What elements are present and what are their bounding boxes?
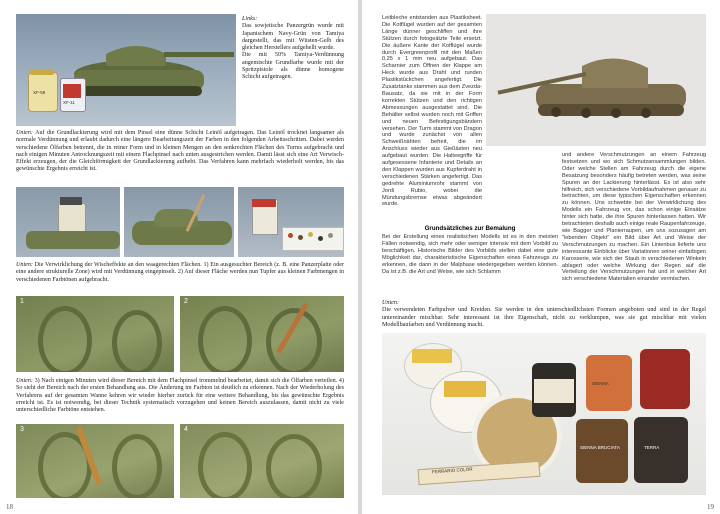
caption-pigments — [382, 300, 706, 329]
right-page — [362, 0, 720, 514]
thinner-bottle-photo — [16, 187, 120, 257]
step-photo-2 — [180, 296, 344, 372]
section-heading: Grundsätzliches zur Bemalung — [424, 225, 516, 232]
caption-lower-text: 3) Nach einigen Minuten wird dieser Bereich mit dem Flachpinsel trommelnd bearbeitet, damit sich die Ölfarben verteilen. 4) So sieht der Bereich nach der ersten Behandlung aus. Die Änderung im Farbton ist deutlich zu erkennen. Nach der Wiederholung des Verfahrens auf der gesamten Wanne kehren wir wieder hierher zurück für eine weitere Behandlung, bis das gewünschte Ergebnis erreicht ist. Es ist notwendig, bei dieser Technik systematisch vorzugehen und keinen Bereich auszulassen, damit nicht zu viele unterschiedliche Farbtöne entstehen. — [16, 378, 344, 414]
caption-lower-lead: Unten: — [16, 378, 33, 384]
caption-middle-text: Die Verwirklichung der Wischeffekte an den waagerechten Flächen. 1) Ein ausgesuchter Bereich (z. B. eine Panzerplatte oder eine andere strukturelle Zone) wird mit Verdünnung eingepinselt. 2) Auf dieser Fläche werden nun Tupfer aus kleinen Farbmengen in verschiedenen Farbtönen aufgebracht. — [16, 262, 344, 283]
caption-below-text: Auf die Grundlackierung wird mit dem Pinsel eine dünne Schicht Leinöl aufgetragen. Das Leinöl trocknet langsamer als normale Verdünnung und erlaubt dadurch eine längere Bearbeitungszeit der Farben in den folgenden Arbeitsschritten. Dabei werden verschiedene Ölfarben betrennt, die in reiner Form und in kleinen Mengen an den senkrechten Flächen des Turms aufgebracht und nach einigen Minuten Antrocknungszeit mit einem Flachpinsel nach unten ausgestrichen werden. Damit lässt sich eine Art Verwisch-Effekt erzeugen, der die Gleichförmigkeit der Grundlackierung aufhebt. Das Verfahren kann mehrfach wiederholt werden, bis das gewünschte Ergebnis erreicht ist. — [16, 130, 345, 173]
column1-text: Leitbleche entstanden aus Plastiksheet. Die Kotflügel wurden auf der gesamten Länge dünner geschliffen und ihre Stützen durch fotogeätzte Teile ersetzt. Die äußere Kante der Kotflügel wurde durch Evergreenprofil mit den Maßen 0,25 x 1 mm neu aufgebaut. Das Scharnier zum Öffnen der Klappe am Heck wurde aus Draht und runden Plastikstückchen angefertigt. Die Zusatztanks stammen aus dem Zvezda-Bausatz, da sie mit in der Form korrekten Stützen und den richtigen Abmessungen ausgestattet sind. Die Behälter selbst wurden noch mit Griffen und neuen Befestigungsbändern versehen. Der Turm stammt von Dragon und wurde zunächst von allen Schweißnähten befreit, die im Anschluss wieder aus Gießästen neu aufgebaut wurden. Die Halteegriffe für aufgesessene Infanterie und Details an den Klappen wurden aus Kupferdraht in verschiedenen Stärken angefertigt. Das gedrehte Aluminiumrohr stammt von Jordi Rubio, wobei die Mündungsbremse etwas abgeändert wurde. — [382, 15, 482, 208]
top-caption — [242, 16, 344, 82]
tank-model-illustration — [486, 14, 706, 146]
step-photo-4 — [180, 424, 344, 498]
top-caption-text2: Die mit 50% Tamiya-Verdünnung angemischte Grundfarbe wurde mit der Spritzpistole als dünne homogene Schicht aufgetragen. — [242, 52, 344, 81]
caption-lower — [16, 378, 344, 414]
step-photo-1 — [16, 296, 174, 372]
brush-on-turret-photo — [124, 187, 234, 257]
photo-number-4: 4 — [184, 426, 188, 433]
photo-number-2: 2 — [184, 298, 188, 305]
jar-label-sienna-bruciata: SIENNA BRUCIATA — [580, 445, 620, 450]
crayon-label: FERRARIO COLOR — [431, 466, 473, 475]
jar-label-1: XF-59 — [33, 90, 46, 95]
step-photo-3 — [16, 424, 174, 498]
caption-below-lead: Unten: — [16, 130, 33, 136]
finished-tank-photo — [486, 14, 706, 146]
top-caption-lead: Links: — [242, 16, 258, 22]
tank-with-paint-jars-photo — [16, 14, 236, 126]
column1-text2: Bei der Erstellung eines realistischen Modells ist es in den meisten Fällen notwendig, sich mehr oder weniger intensiv mit dem Vorbild zu beschäftigen. Historische Bilder des Vorbilds stellen dabei eine gute Möglichkeit dar, charakteristische Eigenschaften eines Fahrzeugs zu erkennen, die dann in der Malphase wiedergegeben werden können. Da ist z.B. die Art und Weise, wie sich Schlamm — [382, 234, 558, 275]
caption-below-top-photo — [16, 130, 344, 174]
jar-label-2: XF-11 — [63, 100, 75, 105]
photo-number-1: 1 — [20, 298, 24, 305]
caption-middle-lead: Unten: — [16, 262, 33, 268]
oil-paint-dots-photo — [238, 187, 344, 257]
caption-middle — [16, 262, 344, 284]
page-number-left: 18 — [6, 503, 13, 511]
pigments-and-pastels-photo — [382, 333, 706, 495]
left-page — [0, 0, 358, 514]
jar-label-sienna: SIENNA — [592, 381, 609, 386]
page-number-right: 19 — [707, 503, 714, 511]
top-caption-text: Das sowjetische Panzergrün wurde mit Japanischem Navy-Grün von Tamiya dargestellt, das mit Wüsten-Gelb des gleichen Herstellers aufgehellt wurde. — [242, 23, 344, 52]
photo-number-3: 3 — [20, 426, 24, 433]
column2-text: und andere Verschmutzungen an einem Fahrzeug festsetzen und wo sich Schmutzansammlungen bilden. Oder welche Stellen am Fahrzeug durch die eigene Besatzung besonders häufig betreten werden, was seine Spuren an der Lackierung hinterlässt. Es ist also sehr hilfreich, sich verschiedene Vorbildaufnahmen genauer zu betrachten, um diese typischen Eigenschaften erkennen zu können. Uns schwebte bei der Verwirklichung des Modells ein Fahrzeug vor, das schon einige Einsätze hinter sich hatte, die ihre Spuren hinterlassen hatten. Wir betrachteten deshalb auch einige reale Raupenfahrzeuge, wie Bagger und Planierraupen, um uns sozusagen am "lebenden Objekt" ein Bild über Art und Weise der Verschmutzungen zu machen. Ein Linienbus lieferte uns interessante Einblicke über Variationen seiner einfarbigen Karosserie, wie sich der Staub in verschiedenen Winkeln ablagert oder welche Wirkung der Regen auf die Verteilung der Verschmutzungen hat und in welcher Art sich verschiedene Materialien einander vermischen. — [562, 152, 706, 283]
caption-pigments-text: Die verwendeten Farbpulver und Kreiden. Sie werden in den unterschiedlichsten Formen angeboten und sind in der Regel untereinander mischbar. Sehr interessant ist ihre Eigenschaft, nicht zu verklumpen, was sie gut mischbar mit vielen Modellbaufarben und Verdünnung macht. — [382, 307, 706, 328]
caption-pigments-lead: Unten: — [382, 300, 399, 306]
jar-label-terra: TERRA — [644, 445, 660, 450]
